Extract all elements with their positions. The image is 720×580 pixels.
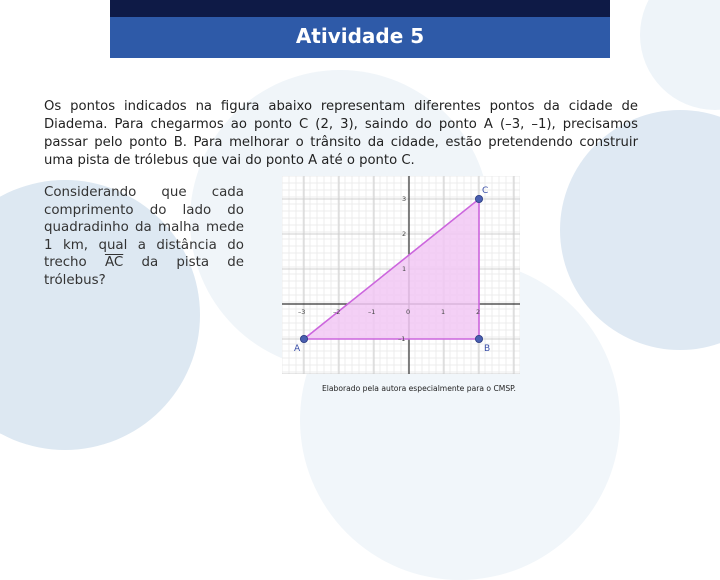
question-text [44, 184, 244, 289]
y-tick-label: 3 [402, 195, 407, 203]
y-tick-label: 1 [402, 265, 407, 273]
point-label-b: B [484, 344, 491, 354]
coordinate-graph [282, 176, 520, 374]
x-tick-label: –2 [333, 308, 341, 316]
x-tick-label: –3 [298, 308, 306, 316]
point-c [475, 195, 482, 202]
problem-statement: Os pontos indicados na figura abaixo representam diferentes pontos da cidade de Diadema. Para chegarmos ao ponto C (2, 3), saindo do ponto A (–3, –1), precisamos passar pelo ponto B. Para melhorar o trânsito da cidade, estão pretendendo construir uma pista de trólebus que vai do ponto A até o ponto C. [44, 99, 638, 168]
image-caption: Elaborado pela autora especialmente para o CMSP. [322, 384, 516, 393]
slide-title: Atividade 5 [295, 24, 425, 48]
point-label-a: A [294, 344, 301, 354]
x-tick-label: 1 [441, 308, 446, 316]
point-label-c: C [482, 186, 489, 196]
background-circle [640, 0, 720, 110]
y-tick-label: –1 [398, 335, 406, 343]
title-top-strip [110, 0, 610, 17]
point-a [300, 335, 307, 342]
y-tick-label: 2 [402, 230, 407, 238]
segment-ac-label: $\overline{AC}$ [104, 255, 124, 270]
x-tick-label: 0 [406, 308, 411, 316]
x-tick-label: 2 [476, 308, 481, 316]
point-b [475, 335, 482, 342]
question-text-start: Considerando que cada comprimento do lado do quadradinho da malha mede 1 km, qual a distância do trecho [44, 185, 244, 270]
x-tick-label: –1 [368, 308, 376, 316]
title-banner [110, 0, 610, 58]
graph-canvas [282, 176, 520, 374]
question-text-end: da pista de trólebus? [44, 255, 244, 288]
